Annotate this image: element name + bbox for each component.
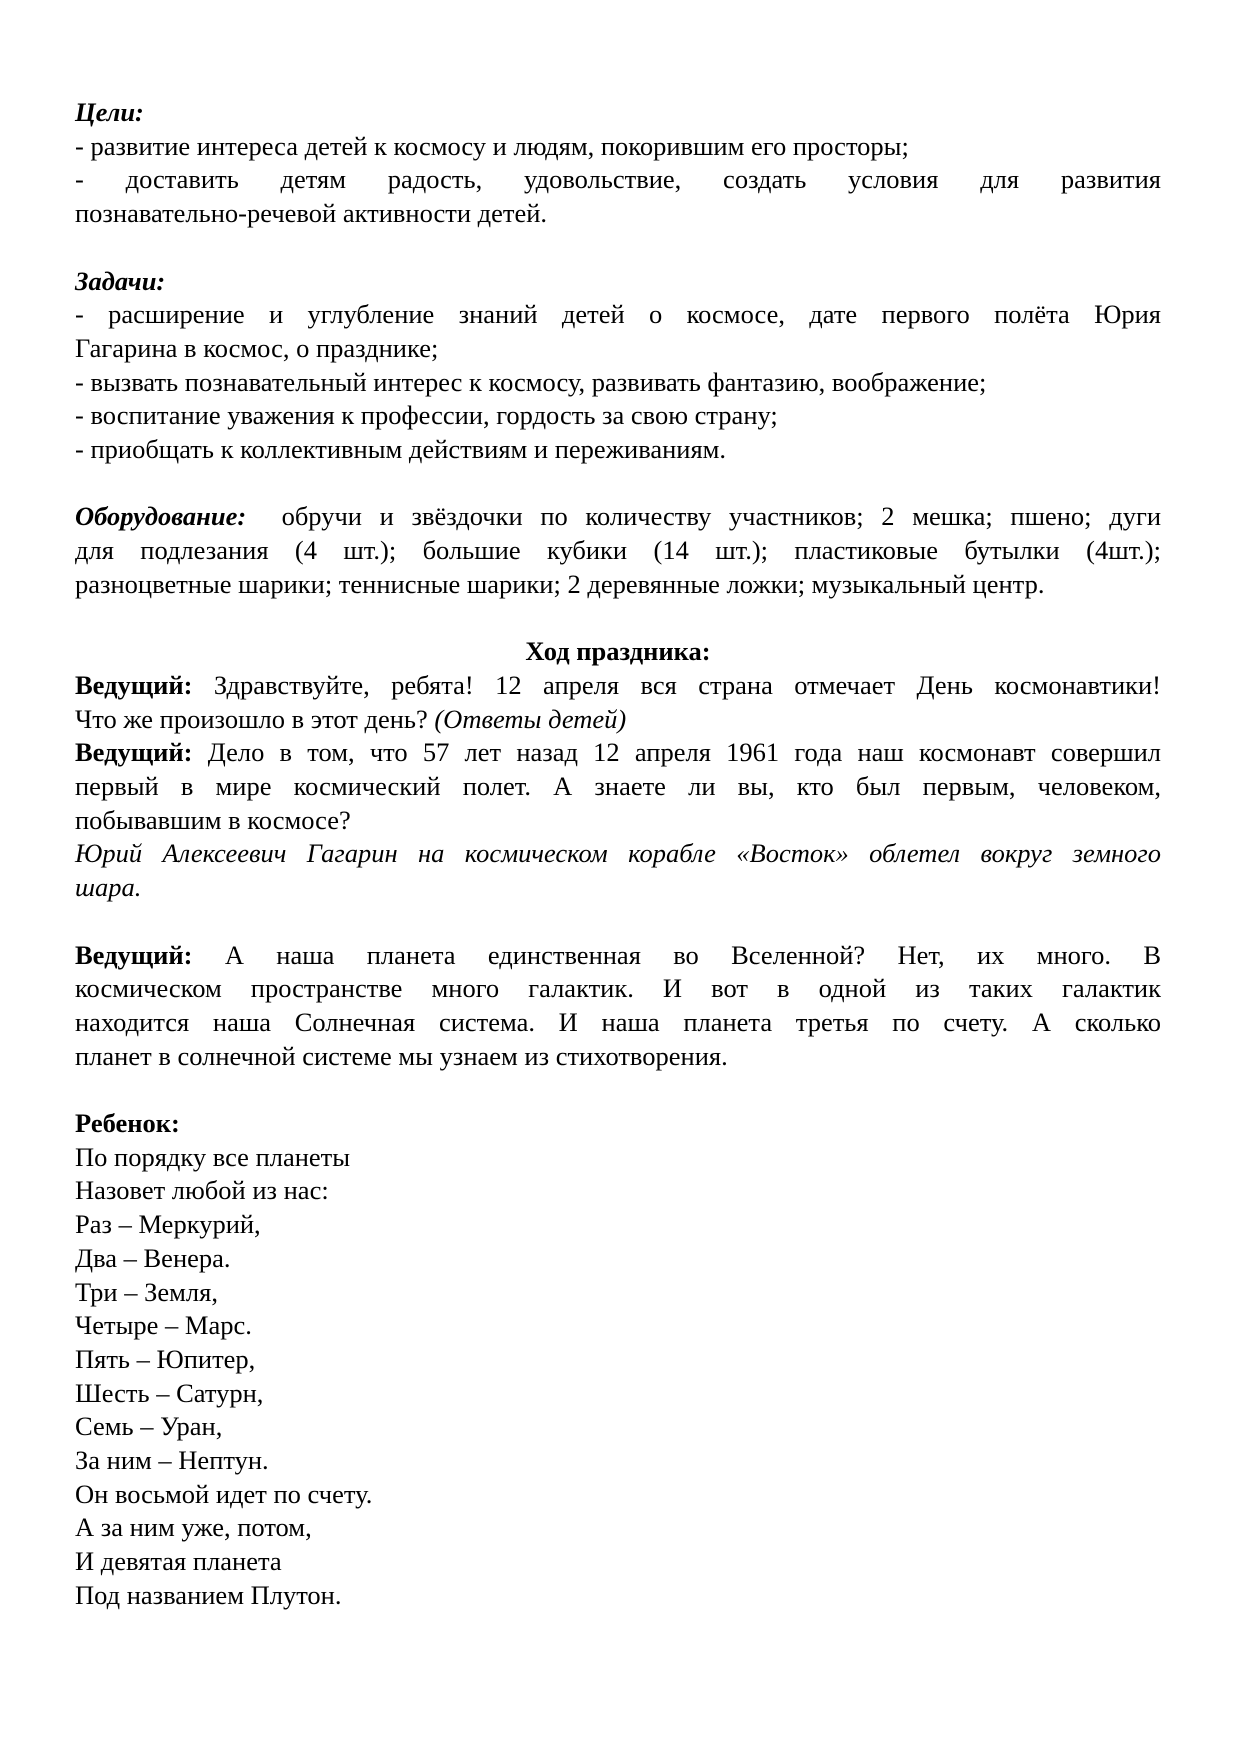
poem-line: Он восьмой идет по счету. — [75, 1478, 373, 1509]
poem-line: Под названием Плутон. — [75, 1579, 342, 1610]
tasks-heading: Задачи: — [75, 265, 166, 296]
poem-line: Назовет любой из нас: — [75, 1175, 329, 1206]
poem-line: Раз – Меркурий, — [75, 1209, 261, 1240]
poem-line: За ним – Нептун. — [75, 1445, 269, 1476]
dialogue-line: космическом пространстве много галактик. И вот в одной из таких галактик — [75, 973, 1161, 1004]
poem-speaker: Ребенок: — [75, 1108, 180, 1139]
dialogue-line — [75, 736, 1161, 770]
spacer — [75, 1073, 1161, 1107]
task-item: - расширение и углубление знаний детей о космосе, дате первого полёта Юрия — [75, 299, 1161, 330]
goal-item: - доставить детям радость, удовольствие, создать условия для развития — [75, 164, 1161, 195]
poem-line: Четыре – Марс. — [75, 1310, 252, 1341]
poem-line: Три – Земля, — [75, 1276, 218, 1307]
equipment-line: для подлезания (4 шт.); большие кубики (14 шт.); пластиковые бутылки (4шт.); — [75, 535, 1161, 566]
poem-line: А за ним уже, потом, — [75, 1512, 312, 1543]
dialogue-line: побывавшим в космосе? — [75, 804, 351, 835]
speaker-label: Ведущий: — [75, 939, 193, 970]
spacer — [75, 905, 1161, 939]
spacer — [75, 602, 1161, 636]
stage-direction: (Ответы детей) — [434, 703, 627, 734]
poem-line: Два – Венера. — [75, 1242, 231, 1273]
dialogue-text: А наша планета единственная во Вселенной? Нет, их много. В — [224, 939, 1162, 970]
dialogue-text: Что же произошло в этот день? — [75, 703, 428, 734]
goal-item: - развитие интереса детей к космосу и людям, покорившим его просторы; — [75, 130, 909, 161]
goals-heading: Цели: — [75, 97, 144, 127]
answer-line: Юрий Алексеевич Гагарин на космическом корабле «Восток» облетел вокруг земного — [75, 838, 1161, 869]
task-item: - вызвать познавательный интерес к космосу, развивать фантазию, воображение; — [75, 366, 987, 397]
goal-item-cont: познавательно-речевой активности детей. — [75, 198, 548, 229]
poem-line: И девятая планета — [75, 1546, 282, 1577]
dialogue-line: планет в солнечной системе мы узнаем из стихотворения. — [75, 1040, 728, 1071]
dialogue-line — [75, 703, 1161, 737]
speaker-label: Ведущий: — [75, 669, 193, 700]
dialogue-text: Здравствуйте, ребята! 12 апреля вся страна отмечает День космонавтики! — [213, 669, 1162, 700]
dialogue-text: Дело в том, что 57 лет назад 12 апреля 1961 года наш космонавт совершил — [207, 737, 1162, 768]
poem-line: Семь – Уран, — [75, 1411, 223, 1442]
dialogue-line — [75, 669, 1161, 703]
task-item: - воспитание уважения к профессии, гордость за свою страну; — [75, 400, 778, 431]
answer-line: шара. — [75, 872, 142, 903]
dialogue-line — [75, 939, 1161, 973]
equipment-heading: Оборудование: — [75, 501, 247, 532]
dialogue-line: первый в мире космический полет. А знаете ли вы, кто был первым, человеком, — [75, 771, 1161, 802]
poem-line: Шесть – Сатурн, — [75, 1377, 264, 1408]
task-item: - приобщать к коллективным действиям и переживаниям. — [75, 434, 727, 465]
speaker-label: Ведущий: — [75, 737, 193, 768]
document-page — [75, 96, 1161, 1613]
spacer — [75, 231, 1161, 265]
spacer — [75, 467, 1161, 501]
poem-line: Пять – Юпитер, — [75, 1343, 256, 1374]
dialogue-line: находится наша Солнечная система. И наша планета третья по счету. А сколько — [75, 1006, 1161, 1037]
equipment-text: обручи и звёздочки по количеству участников; 2 мешка; пшено; дуги — [281, 501, 1162, 532]
equipment-line — [75, 500, 1161, 534]
task-item-cont: Гагарина в космос, о празднике; — [75, 332, 439, 363]
course-heading: Ход праздника: — [525, 636, 711, 667]
equipment-line: разноцветные шарики; теннисные шарики; 2 деревянные ложки; музыкальный центр. — [75, 568, 1045, 599]
poem-line: По порядку все планеты — [75, 1141, 351, 1172]
